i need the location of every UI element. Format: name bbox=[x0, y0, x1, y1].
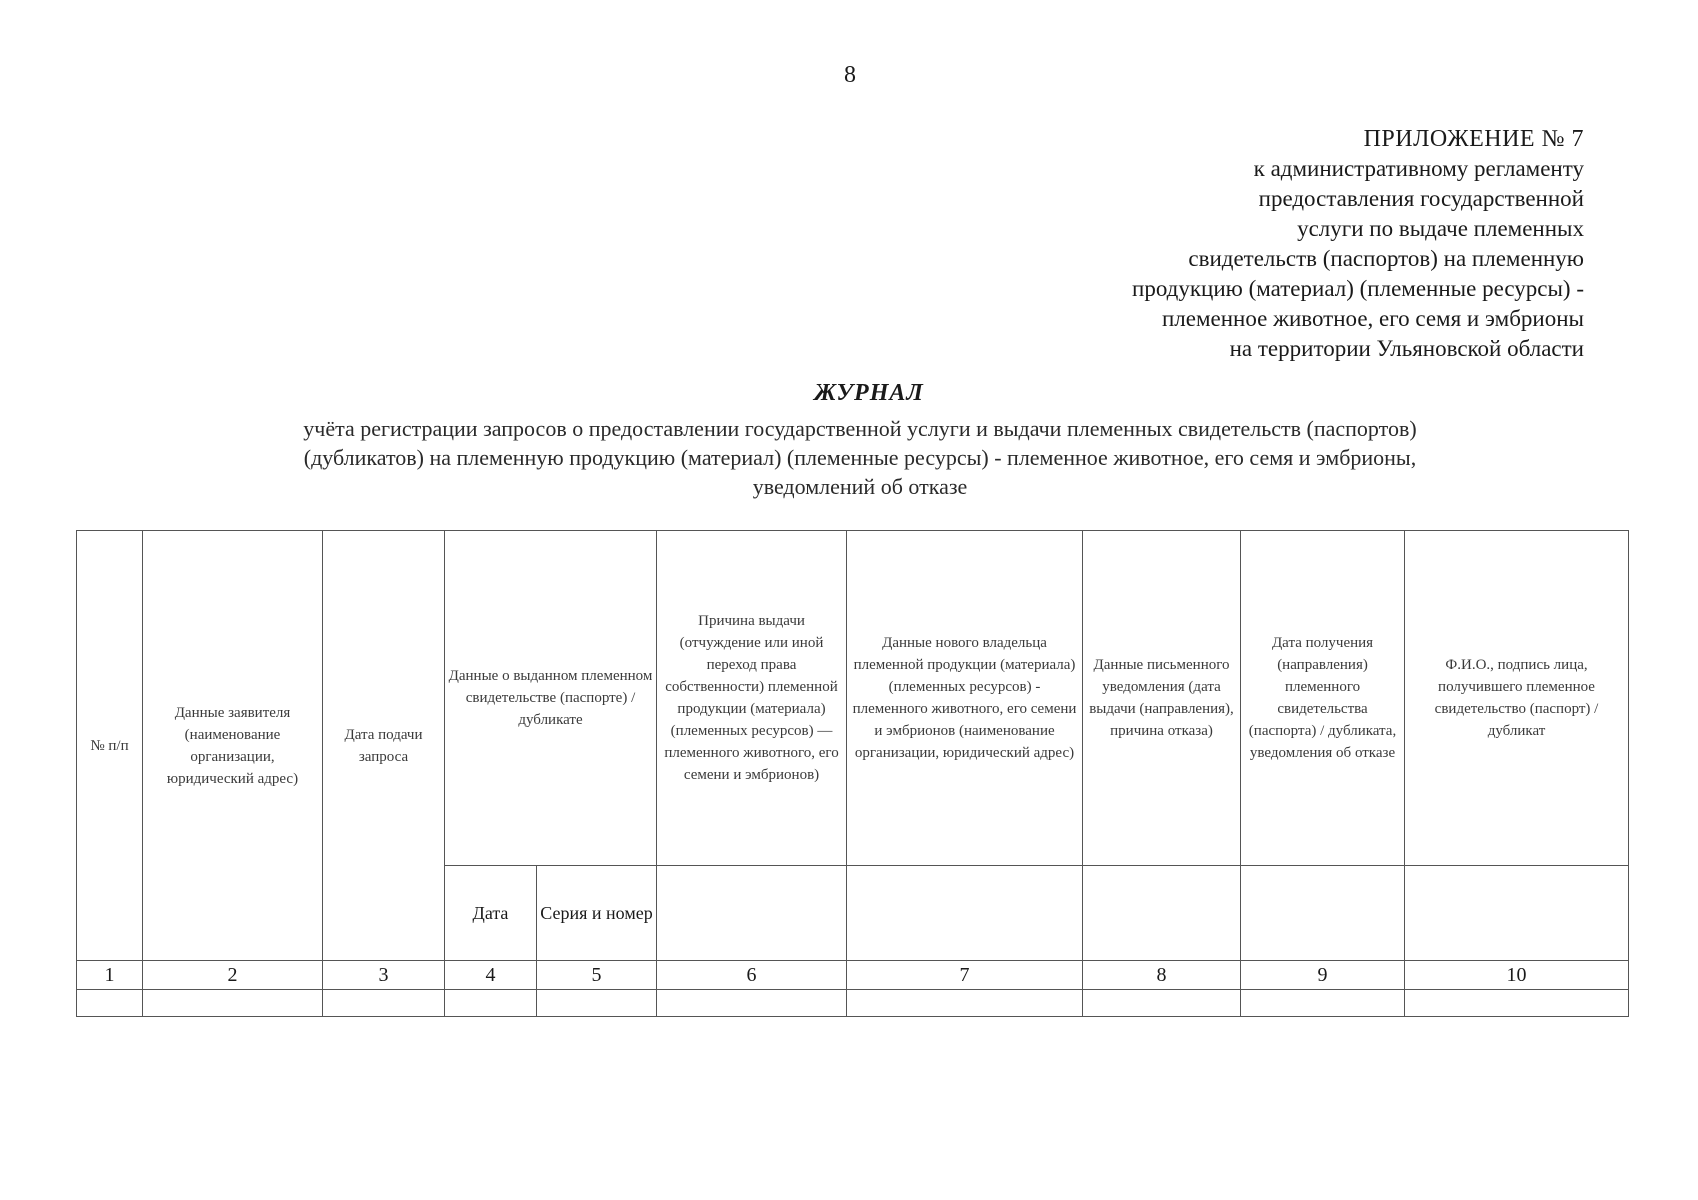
appendix-line: предоставления государственной bbox=[1258, 186, 1584, 211]
table-cell bbox=[323, 990, 445, 1017]
column-number: 3 bbox=[323, 961, 445, 990]
header-cell-applicant: Данные заявителя (наименование организации, юридический адрес) bbox=[143, 531, 323, 961]
header-cell-request-date: Дата подачи запроса bbox=[323, 531, 445, 961]
column-number-row bbox=[77, 961, 1629, 990]
column-number: 2 bbox=[143, 961, 323, 990]
journal-title: ЖУРНАЛ bbox=[814, 380, 924, 406]
appendix-line: услуги по выдаче племенных bbox=[1297, 216, 1584, 241]
header-cell-reason: Причина выдачи (отчуждение или иной переход права собственности) племенной продукции (материала) (племенных ресурсов) — племенного животного, его семени и эмбрионов) bbox=[657, 531, 847, 866]
table-cell bbox=[537, 990, 657, 1017]
table-cell bbox=[445, 990, 537, 1017]
subheader-cell-date: Дата bbox=[445, 866, 537, 961]
table-cell bbox=[1083, 990, 1241, 1017]
subheader-cell-empty bbox=[1405, 866, 1629, 961]
page-number: 8 bbox=[844, 62, 856, 88]
header-cell-notice: Данные письменного уведомления (дата выдачи (направления), причина отказа) bbox=[1083, 531, 1241, 866]
appendix-line: племенное животное, его семя и эмбрионы bbox=[1161, 306, 1584, 331]
column-number: 10 bbox=[1405, 961, 1629, 990]
appendix-line: на территории Ульяновской области bbox=[1229, 336, 1584, 361]
table-cell bbox=[1405, 990, 1629, 1017]
appendix-line: свидетельств (паспортов) на племенную bbox=[1188, 246, 1584, 271]
appendix-line: к административному регламенту bbox=[1253, 156, 1584, 181]
journal-subtitle-line: учёта регистрации запросов о предоставлении государственной услуги и выдачи племенных свидетельств (паспортов) bbox=[303, 416, 1417, 441]
journal-table bbox=[76, 530, 1629, 1017]
journal-subtitle-line: уведомлений об отказе bbox=[752, 474, 968, 499]
table-cell bbox=[77, 990, 143, 1017]
appendix-block bbox=[944, 124, 1584, 364]
journal-subtitle bbox=[150, 414, 1570, 501]
header-cell-number: № п/п bbox=[77, 531, 143, 961]
table-row bbox=[77, 990, 1629, 1017]
column-number: 4 bbox=[445, 961, 537, 990]
column-number: 6 bbox=[657, 961, 847, 990]
journal-subtitle-line: (дубликатов) на племенную продукцию (материал) (племенные ресурсы) - племенное животное, его семя и эмбрионы, bbox=[303, 445, 1417, 470]
table-cell bbox=[847, 990, 1083, 1017]
subheader-cell-empty bbox=[1241, 866, 1405, 961]
header-cell-receipt-date: Дата получения (направления) племенного свидетельства (паспорта) / дубликата, уведомления об отказе bbox=[1241, 531, 1405, 866]
table-cell bbox=[1241, 990, 1405, 1017]
subheader-cell-empty bbox=[657, 866, 847, 961]
subheader-cell-empty bbox=[847, 866, 1083, 961]
appendix-title: ПРИЛОЖЕНИЕ № 7 bbox=[1363, 126, 1584, 152]
table-cell bbox=[657, 990, 847, 1017]
column-number: 9 bbox=[1241, 961, 1405, 990]
table-header-row bbox=[77, 531, 1629, 866]
subheader-cell-empty bbox=[1083, 866, 1241, 961]
column-number: 7 bbox=[847, 961, 1083, 990]
header-cell-certificate-data: Данные о выданном племенном свидетельстве (паспорте) / дубликате bbox=[445, 531, 657, 866]
header-cell-recipient: Ф.И.О., подпись лица, получившего племенное свидетельство (паспорт) / дубликат bbox=[1405, 531, 1629, 866]
subheader-cell-series: Серия и номер bbox=[537, 866, 657, 961]
header-cell-new-owner: Данные нового владельца племенной продукции (материала) (племенных ресурсов) - племенного животного, его семени и эмбрионов (наименование организации, юридический адрес) bbox=[847, 531, 1083, 866]
column-number: 5 bbox=[537, 961, 657, 990]
appendix-line: продукцию (материал) (племенные ресурсы) - bbox=[1132, 276, 1584, 301]
table-cell bbox=[143, 990, 323, 1017]
column-number: 1 bbox=[77, 961, 143, 990]
column-number: 8 bbox=[1083, 961, 1241, 990]
